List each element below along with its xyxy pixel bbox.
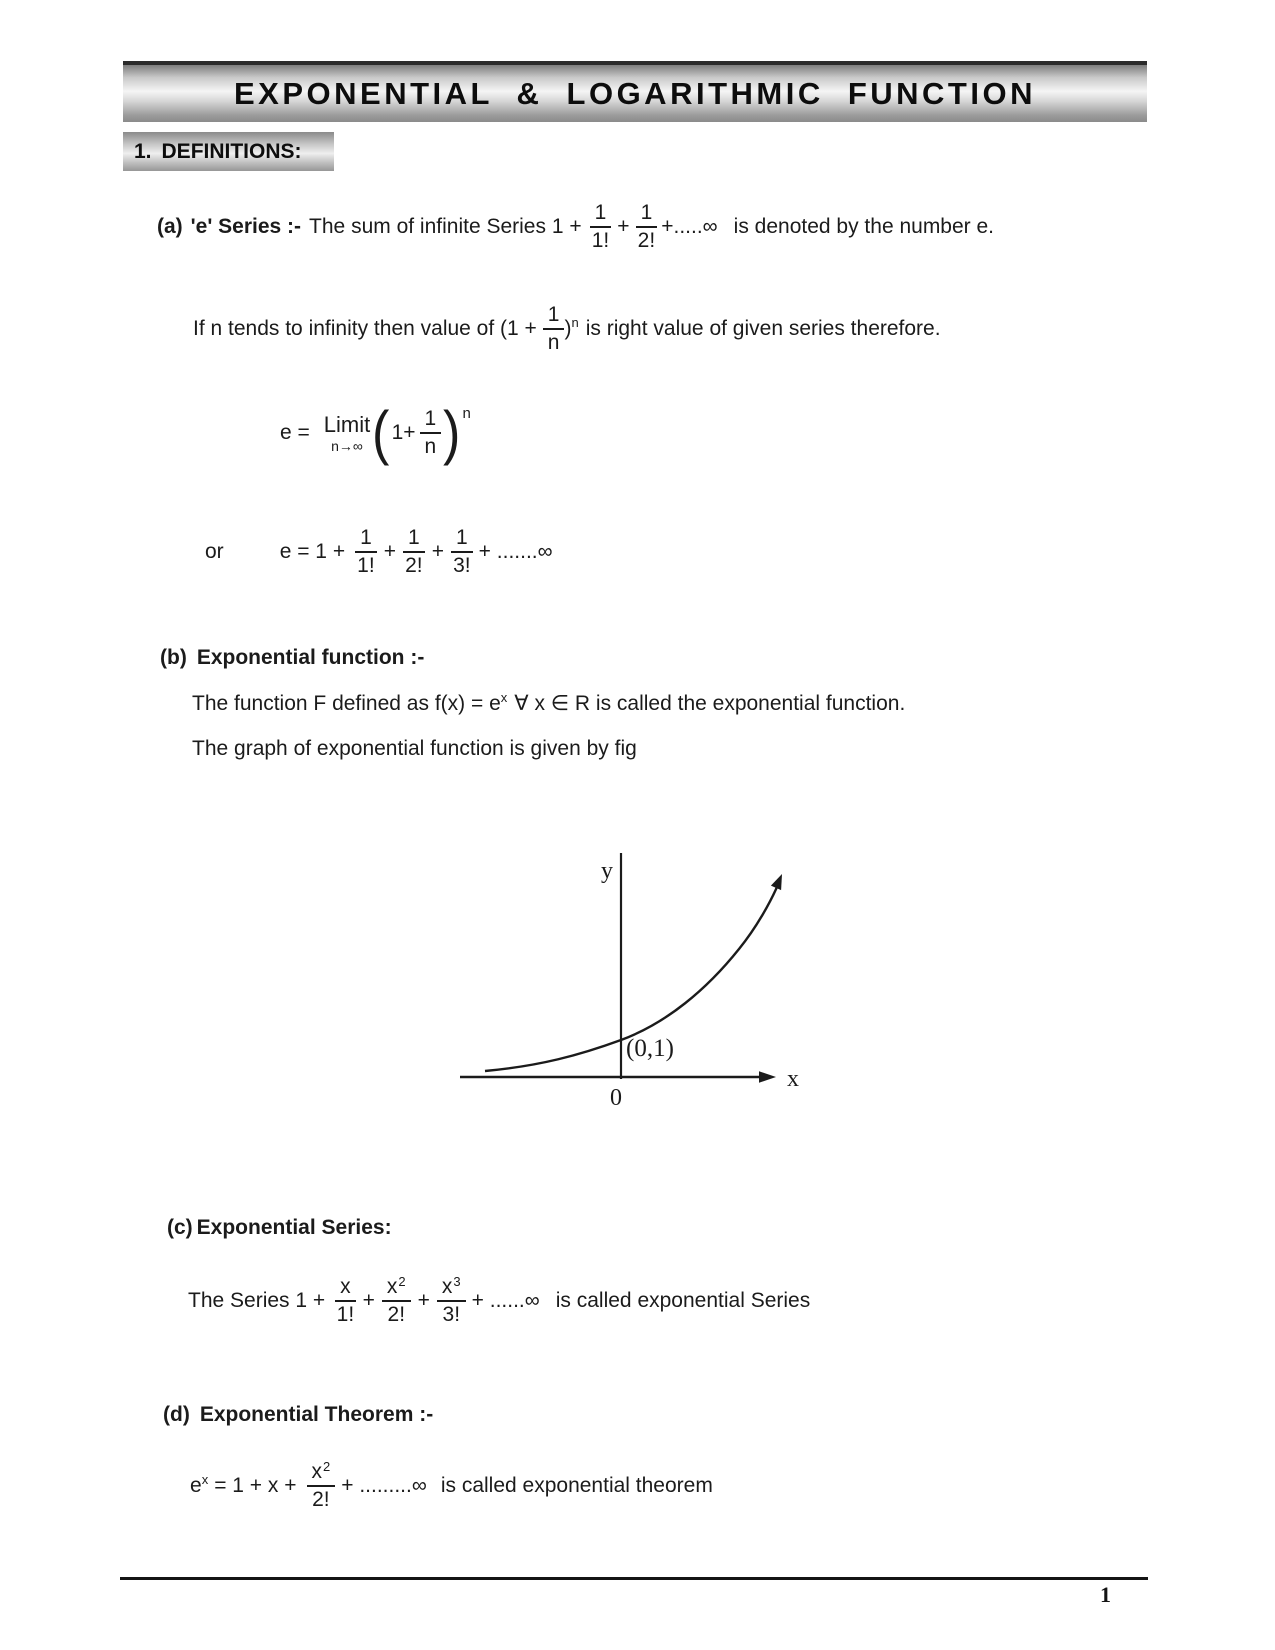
fraction-1-over-2fact: $\frac{1}{2!}$	[636, 202, 658, 252]
series-ellipsis-infinity: + .........∞	[341, 1474, 427, 1498]
point-0-1-label: (0,1)	[626, 1035, 674, 1062]
item-d-label: (d)	[163, 1403, 190, 1426]
limit-sentence-before: If n tends to infinity then value of (1 +	[193, 317, 537, 341]
fraction-x-over-1fact: $\frac{x}{1!}$	[336, 1275, 355, 1327]
title-banner	[123, 65, 1147, 122]
item-a-label: (a)	[157, 215, 183, 239]
fraction-1-over-3fact-or: $\frac{1}{3!}$	[451, 527, 473, 577]
fraction-x2-over-2fact: $\frac{x2}{2!}$	[382, 1276, 411, 1326]
fraction-1-over-n-limit: $\frac{1}{n}$	[420, 408, 442, 458]
plus-operator: +	[383, 540, 397, 564]
exponential-theorem-row	[190, 1461, 713, 1511]
exponential-series-heading	[167, 1216, 392, 1240]
fraction-x3-over-3fact: $\frac{x3}{3!}$	[437, 1276, 466, 1326]
close-paren-icon: )	[443, 399, 461, 467]
series-ellipsis-infinity: + .......∞	[478, 540, 553, 564]
definitions-header	[123, 132, 334, 171]
footer-rule	[120, 1577, 1148, 1580]
x-cubed-superscript: 3	[453, 1274, 461, 1289]
curve-arrow-icon	[771, 874, 782, 890]
e-series-outro: is denoted by the number e.	[733, 215, 995, 239]
e-expansion-lhs: e = 1 +	[279, 540, 346, 564]
or-word: or	[205, 540, 224, 564]
x-axis-label: x	[787, 1066, 799, 1092]
graph-caption-line: The graph of exponential function is given by fig	[192, 737, 637, 760]
y-axis-label: y	[601, 858, 613, 884]
limit-inner-text: 1+	[391, 421, 416, 445]
definitions-title: DEFINITIONS:	[161, 139, 302, 163]
exponential-theorem-heading	[163, 1403, 433, 1427]
item-c-label: (c)	[167, 1216, 193, 1239]
e-power-x-superscript: x	[500, 690, 508, 705]
item-b-heading: Exponential function :-	[196, 646, 425, 669]
page-title: EXPONENTIAL & LOGARITHMIC FUNCTION	[234, 75, 1036, 111]
e-series-intro: The sum of infinite Series 1 +	[309, 215, 582, 239]
fraction-1-over-2fact-or: $\frac{1}{2!}$	[403, 527, 425, 577]
item-c-heading: Exponential Series:	[196, 1216, 392, 1239]
limit-lhs: e =	[280, 421, 310, 445]
x-squared-superscript: 2	[398, 1274, 406, 1289]
series-intro: The Series 1 +	[188, 1289, 326, 1313]
series-ellipsis-infinity: +.....∞	[661, 215, 718, 239]
x-squared-superscript: 2	[323, 1459, 331, 1474]
limit-power-n: n	[462, 405, 471, 422]
theorem-lhs: $e^x = 1 + x$ +	[190, 1472, 297, 1498]
item-d-heading: Exponential Theorem :-	[199, 1403, 434, 1426]
page-number: 1	[1100, 1582, 1111, 1607]
definitions-number: 1.	[134, 139, 152, 163]
close-paren-power-n: )$^n$ is right value of given series therefore.	[564, 315, 941, 341]
plus-operator: +	[417, 1289, 430, 1313]
series-ellipsis-infinity: + ......∞	[471, 1289, 540, 1313]
item-a-heading: 'e' Series :-	[190, 215, 302, 239]
open-paren-icon: (	[372, 399, 390, 467]
limit-subscript: n→∞	[331, 437, 363, 454]
power-n-superscript: n	[571, 315, 579, 331]
limit-formula-row	[280, 399, 471, 467]
plus-operator: +	[617, 215, 630, 239]
fraction-1-over-1fact-or: $\frac{1}{1!}$	[355, 527, 377, 577]
series-outro: is called exponential Series	[555, 1289, 811, 1313]
origin-label: 0	[610, 1085, 622, 1111]
theorem-outro: is called exponential theorem	[440, 1474, 713, 1498]
fraction-1-over-1fact: $\frac{1}{1!}$	[590, 202, 612, 252]
fraction-1-over-n: $\frac{1}{n}$	[543, 304, 565, 354]
limit-operator: Limit n→∞	[323, 411, 371, 454]
e-series-definition-row	[157, 202, 994, 252]
fraction-x2-over-2fact-theorem: $\frac{x2}{2!}$	[307, 1461, 336, 1511]
n-tends-infinity-row	[193, 304, 941, 354]
e-power-x-superscript: x	[201, 1472, 209, 1488]
plus-operator: +	[362, 1289, 375, 1313]
item-b-label: (b)	[160, 646, 187, 669]
exponential-graph	[455, 805, 815, 1115]
exponential-function-heading	[160, 646, 424, 670]
exponential-series-row	[188, 1276, 810, 1326]
limit-sentence-after: is right value of given series therefore.	[585, 317, 941, 341]
x-axis-arrow-icon	[759, 1071, 776, 1083]
e-expansion-row	[205, 527, 553, 577]
plus-operator: +	[431, 540, 444, 564]
exponential-function-definition: The function F defined as $f(x) = e^x$ ∀ x ∈ R is called the exponential function.	[192, 690, 906, 715]
